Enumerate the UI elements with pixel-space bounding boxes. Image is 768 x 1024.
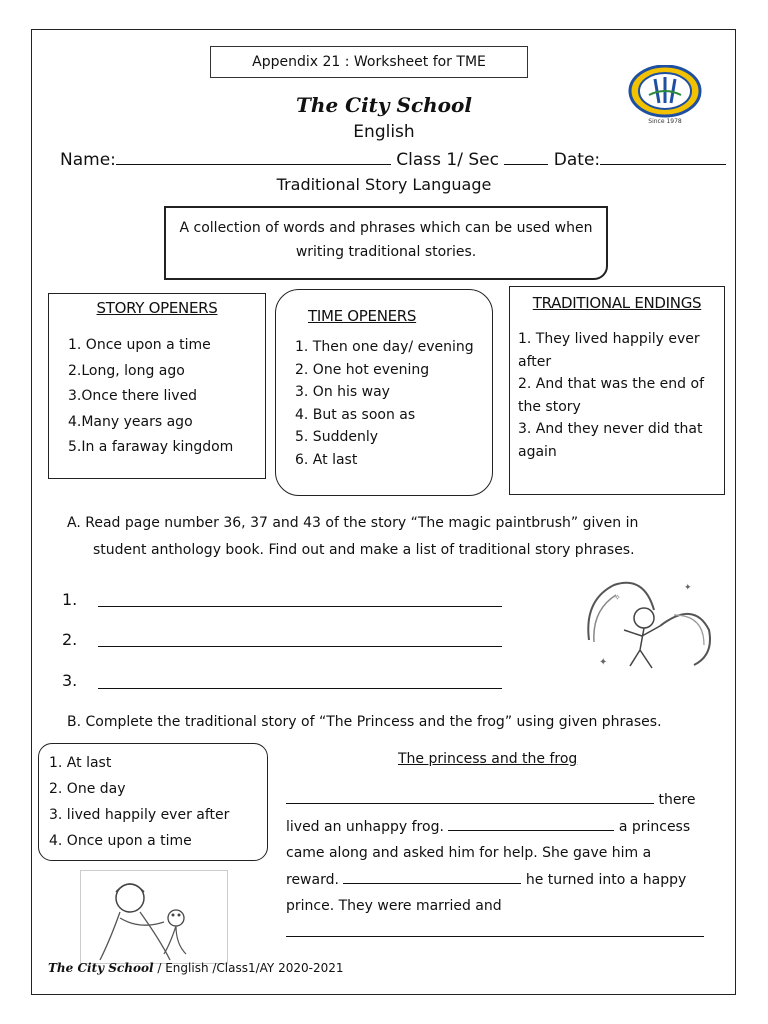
definition-line-1: A collection of words and phrases which can be used when (179, 220, 593, 236)
princess-frog-illustration (80, 870, 228, 964)
story-openers-heading: STORY OPENERS (96, 299, 218, 317)
list-item: 2.Long, long ago (68, 362, 185, 379)
name-field[interactable] (116, 148, 391, 165)
phrase-item: 1. At last (49, 755, 112, 771)
story-title: The princess and the frog (398, 751, 578, 767)
ending-line: after (518, 353, 552, 370)
footer (48, 961, 343, 975)
story-text: reward. (286, 871, 339, 888)
definition-box (164, 206, 608, 280)
ending-line: 1. They lived happily ever (518, 331, 700, 347)
section-field[interactable] (504, 148, 548, 165)
story-text: came along and asked him for help. She gave him a (286, 845, 652, 861)
logo-caption: Since 1978 (648, 118, 682, 125)
traditional-endings-box (509, 286, 725, 495)
list-item: 5. Suddenly (295, 429, 379, 445)
class-label: Class 1/ Sec (396, 150, 499, 170)
appendix-title: Appendix 21 : Worksheet for TME (210, 46, 528, 78)
time-openers-list (276, 336, 492, 471)
answer-line-1[interactable] (98, 606, 502, 607)
list-item: 3. On his way (295, 384, 390, 400)
story-blank-2[interactable] (448, 814, 614, 831)
phrase-box (38, 743, 268, 861)
student-info-line (60, 148, 720, 170)
section-a-line-1: A. Read page number 36, 37 and 43 of the story “The magic paintbrush” given in (67, 515, 639, 531)
list-item: 2. One hot evening (295, 361, 430, 378)
section-b-instruction: B. Complete the traditional story of “The Princess and the frog” using given phrases. (67, 714, 662, 730)
story-text: he turned into a happy (525, 871, 687, 888)
answer-line-3[interactable] (98, 688, 502, 689)
phrase-item: 4. Once upon a time (49, 833, 192, 849)
story-passage (286, 787, 706, 946)
ending-line: the story (518, 398, 581, 415)
svg-text:✦: ✦ (684, 583, 692, 593)
list-item: 1. Once upon a time (68, 337, 211, 353)
story-blank-1[interactable] (286, 787, 654, 804)
story-blank-4[interactable] (286, 920, 704, 937)
list-item: 4.Many years ago (68, 413, 193, 430)
worksheet-title: Traditional Story Language (276, 175, 492, 194)
ending-line: 3. And they never did that (518, 421, 703, 437)
traditional-endings-heading: TRADITIONAL ENDINGS (532, 294, 702, 312)
phrase-item: 2. One day (49, 781, 126, 797)
story-text: a princess (618, 818, 691, 835)
story-openers-box (48, 293, 266, 479)
list-item: 3.Once there lived (68, 388, 198, 404)
date-field[interactable] (600, 148, 726, 165)
story-openers-list (49, 333, 265, 461)
story-text: prince. They were married and (286, 898, 502, 914)
school-name: The City School (296, 93, 472, 117)
story-text: there (658, 792, 696, 808)
traditional-endings-list (510, 328, 724, 463)
section-a-line-2: student anthology book. Find out and make a list of traditional story phrases. (93, 542, 635, 558)
time-openers-heading: TIME OPENERS (308, 307, 417, 325)
date-label: Date: (553, 150, 601, 170)
footer-text: / English /Class1/AY 2020-2021 (153, 961, 344, 975)
list-item: 4. But as soon as (295, 406, 416, 423)
answer-number: 2. (62, 630, 78, 649)
definition-line-2: writing traditional stories. (295, 244, 477, 260)
ending-line: again (518, 443, 557, 460)
answer-number: 1. (62, 590, 78, 609)
subject-label: English (353, 122, 415, 142)
list-item: 1. Then one day/ evening (295, 339, 474, 355)
name-label: Name: (60, 150, 116, 170)
story-text: lived an unhappy frog. (286, 818, 444, 835)
svg-text:✦: ✦ (599, 657, 608, 668)
ending-line: 2. And that was the end of (518, 376, 704, 392)
answer-line-2[interactable] (98, 646, 502, 647)
svg-text:✧: ✧ (614, 593, 621, 602)
footer-school: The City School (48, 961, 154, 975)
answer-number: 3. (62, 671, 78, 690)
story-blank-3[interactable] (343, 867, 521, 884)
phrase-item: 3. lived happily ever after (49, 807, 230, 823)
paintbrush-boy-illustration (574, 570, 720, 686)
list-item: 5.In a faraway kingdom (68, 439, 234, 455)
list-item: 6. At last (295, 451, 358, 468)
time-openers-box (275, 289, 493, 496)
